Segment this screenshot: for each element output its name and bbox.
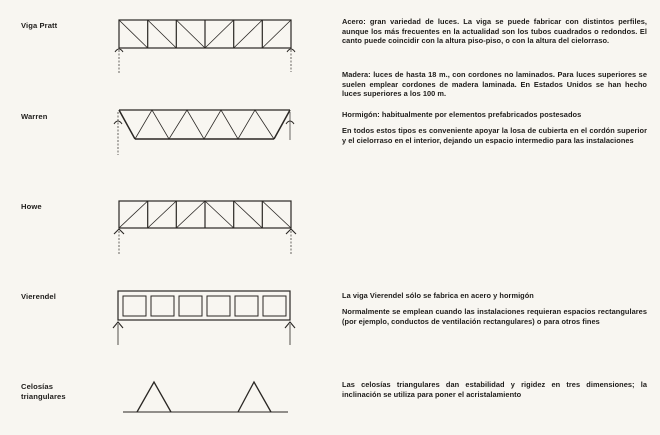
madera-text: luces de hasta 18 m., con cordones no laminados. Para luces superiores se suelen emplear cordones de madera laminada. En Estados Unidos se han hecho luces superiores a los 100 m.	[342, 70, 647, 99]
description-acero	[342, 17, 647, 46]
triangular-lattice-diagram	[123, 382, 288, 412]
hormigon-lead: Hormigón:	[342, 110, 380, 119]
description-general: En todos estos tipos es conveniente apoyar la losa de cubierta en el cordón superior y el cielorraso en el interior, dejando un espacio intermedio para las instalaciones	[342, 126, 647, 145]
description-vierendeel-1: La viga Vierendel sólo se fabrica en acero y hormigón	[342, 291, 534, 300]
label-pratt: Viga Pratt	[21, 21, 58, 30]
description-hormigon	[342, 110, 647, 120]
label-howe: Howe	[21, 202, 42, 211]
howe-truss-diagram	[114, 201, 296, 254]
label-celosias-line2: triangulares	[21, 391, 66, 401]
description-madera	[342, 70, 647, 99]
description-vierendeel-2: Normalmente se emplean cuando las instalaciones requieran espacios rectangulares (por ejemplo, conductos de ventilación rectangulares) o para otros fines	[342, 307, 647, 326]
pratt-truss-diagram	[115, 20, 295, 74]
label-warren: Warren	[21, 112, 48, 121]
label-celosias-line1: Celosías	[21, 382, 54, 391]
warren-truss-diagram	[114, 110, 294, 155]
acero-lead: Acero:	[342, 17, 366, 26]
description-celosias: Las celosías triangulares dan estabilidad y rigidez en tres dimensiones; la inclinación se utiliza para poner el acristalamiento	[342, 380, 647, 399]
madera-lead: Madera:	[342, 70, 371, 79]
acero-text: gran variedad de luces. La viga se puede fabricar con distintos perfiles, aunque los más frecuentes en la actualidad son los tubos cuadrados o redondos. El canto puede coincidir con la altura piso-piso, o con la altura del cielorraso.	[342, 17, 647, 46]
label-vierendeel: Vierendel	[21, 292, 56, 301]
vierendeel-beam-diagram	[113, 291, 295, 345]
hormigon-text: habitualmente por elementos prefabricados postesados	[379, 110, 582, 119]
